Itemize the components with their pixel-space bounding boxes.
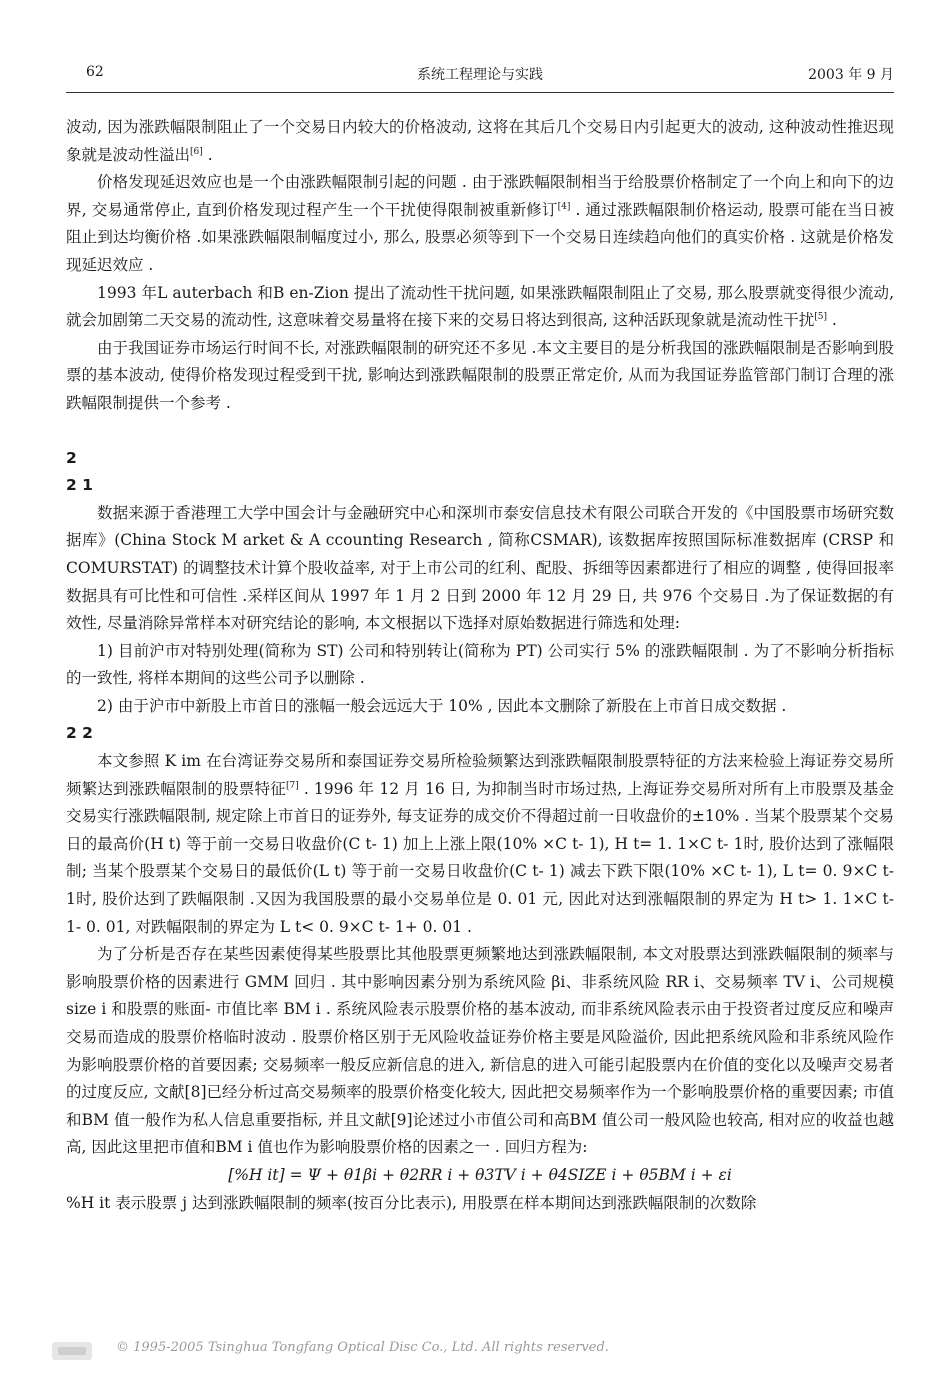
paragraph — [66, 169, 894, 279]
paragraph — [66, 280, 894, 335]
citation: [6] — [190, 146, 203, 157]
citation: [4] — [557, 201, 571, 212]
subsection-heading: 2 2 — [66, 724, 93, 743]
page-header — [66, 64, 894, 90]
section-heading: 2 — [66, 448, 77, 467]
paragraph: 数据来源于香港理工大学中国会计与金融研究中心和深圳市泰安信息技术有限公司联合开发的《中国股票市场研究数据库》(China Stock M arket & A ccounting Research , 简称CSMAR), 该数据库按照国际标准数据库 (CRSP 和COMURSTAT) 的调整技术计算个股收益率, 对于上市公司的红利、配股、拆细等因素都进行了相应的调整 , 使得回报率数据具有可比性和可信性 .采样区间从 1997 年 1 月 2 日到 2000 年 12 月 29 日, 共 976 个交易日 .为了保证数据的有效性, 尽量消除异常样本对研究结论的影响, 本文根据以下选择对原始数据进行筛选和处理: — [66, 503, 894, 633]
citation: [7] — [285, 780, 299, 791]
paragraph-text: 波动, 因为涨跌幅限制阻止了一个交易日内较大的价格波动, 这将在其后几个交易日内引起更大的波动, 这种波动性推迟现象就是波动性溢出 — [66, 118, 894, 164]
page-number: 62 — [86, 64, 104, 80]
list-item: 2) 由于沪市中新股上市首日的涨幅一般会远远大于 10% , 因此本文删除了新股在上市首日成交数据 . — [97, 696, 787, 715]
paragraph — [66, 114, 894, 169]
issue-date: 2003 年 9 月 — [808, 67, 894, 83]
subsection-heading: 2 1 — [66, 476, 93, 495]
header-rule — [66, 92, 894, 93]
paragraph: %H it 表示股票 j 达到涨跌幅限制的频率(按百分比表示), 用股票在样本期间达到涨跌幅限制的次数除 — [66, 1193, 757, 1212]
publisher-logo-icon — [52, 1342, 92, 1360]
journal-title: 系统工程理论与实践 — [417, 67, 543, 83]
copyright-notice: © 1995-2005 Tsinghua Tongfang Optical Disc Co., Ltd. All rights reserved. — [116, 1340, 609, 1355]
paragraph-text: 价格发现延迟效应也是一个由涨跌幅限制引起的问题 . 由于涨跌幅限制相当于给股票价格制定了一个向上和向下的边界, 交易通常停止, 直到价格发现过程产生一个干扰使得限制被重新修订 — [66, 173, 894, 219]
paragraph-text: 本文参照 K im 在台湾证券交易所和泰国证券交易所检验频繁达到涨跌幅限制股票特征的方法来检验上海证券交易所频繁达到涨跌幅限制的股票特征 — [66, 752, 894, 798]
paragraph: 由于我国证券市场运行时间不长, 对涨跌幅限制的研究还不多见 .本文主要目的是分析我国的涨跌幅限制是否影响到股票的基本波动, 使得价格发现过程受到干扰, 影响达到涨跌幅限制的股票正常定价, 从而为我国证券监管部门制订合理的涨跌幅限制提供一个参考 . — [66, 338, 894, 412]
paragraph-text: 1993 年L auterbach 和B en-Zion 提出了流动性干扰问题, 如果涨跌幅限制阻止了交易, 那么股票就变得很少流动, 就会加剧第二天交易的流动性, 这意味着交易量将在接下来的交易日将达到很高, 这种活跃现象就是流动性干扰 — [66, 283, 894, 330]
paragraph-text: . 通过涨跌幅限制价格运动, 股票可能在当日被阻止到达均衡价格 .如果涨跌幅限制幅度过小, 那么, 股票必须等到下一个交易日连续趋向他们的真实价格 . 这就是价格发现延迟效应 . — [66, 200, 894, 274]
paragraph — [66, 748, 894, 941]
article-body — [66, 114, 894, 1217]
citation: [5] — [814, 312, 827, 323]
paragraph-text: . — [202, 145, 213, 164]
paragraph: 为了分析是否存在某些因素使得某些股票比其他股票更频繁地达到涨跌幅限制, 本文对股票达到涨跌幅限制的频率与影响股票价格的因素进行 GMM 回归 . 其中影响因素分别为系统风险 βi、非系统风险 RR i、交易频率 TV i、公司规模 size i 和股票的账面- 市值比率 BM i . 系统风险表示股票价格的基本波动, 而非系统风险表示由于投资者过度反应和噪声交易而造成的股票价格临时波动 . 股票价格区别于无风险收益证券价格主要是风险溢价, 因此把系统风险和非系统风险作为影响股票价格的首要因素; 交易频率一般反应新信息的进入, 新信息的进入可能引起股票内在价值的变化以及噪声交易者的过度反应, 文献[8]已经分析过高交易频率的股票价格变化较大, 因此把交易频率作为一个影响股票价格的重要因素; 市值和BM 值一般作为私人信息重要指标, 并且文献[9]论述过小市值公司和高BM 值公司一般风险也较高, 相对应的收益也越高, 因此这里把市值和BM i 值也作为影响股票价格的因素之一 . 回归方程为: — [66, 945, 894, 1157]
page-footer — [52, 1340, 912, 1364]
paragraph-text: . 1996 年 12 月 16 日, 为抑制当时市场过热, 上海证券交易所对所有上市股票及基金交易实行涨跌幅限制, 规定除上市首日的证券外, 每支证券的成交价不得超过前一日收盘价的±10% . 当某个股票某个交易日的最高价(H t) 等于前一交易日收盘价(C t- 1) 加上上涨上限(10% ×C t- 1), H t= 1. 1×C t- 1时, 股价达到了涨幅限制; 当某个股票某个交易日的最低价(L t) 等于前一交易日收盘价(C t- 1) 减去下跌下限(10% ×C t- 1), L t= 0. 9×C t- 1时, 股价达到了跌幅限制 .又因为我国股票的最小交易单位是 0. 01 元, 因此对达到涨幅限制的界定为 H t> 1. 1×C t- 1- 0. 01, 对跌幅限制的界定为 L t< 0. 9×C t- 1+ 0. 01 . — [66, 779, 894, 936]
list-item: 1) 目前沪市对特别处理(简称为 ST) 公司和特别转让(简称为 PT) 公司实行 5% 的涨跌幅限制 . 为了不影响分析指标的一致性, 将样本期间的这些公司予以删除 . — [66, 641, 894, 688]
regression-equation: [%H it] = Ψ + θ1βi + θ2RR i + θ3TV i + θ4SIZE i + θ5BM i + εi — [228, 1165, 732, 1184]
spacer — [66, 418, 894, 445]
paragraph-text: . — [826, 311, 837, 330]
